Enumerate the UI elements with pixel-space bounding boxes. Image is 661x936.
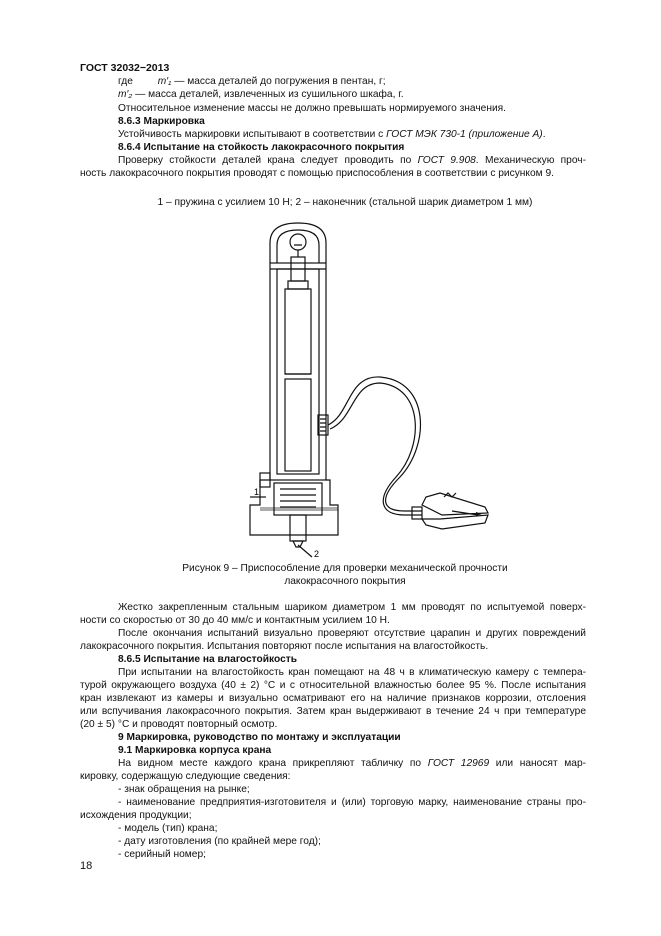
list-item-manufacturer-cont: исхождения продукции; <box>80 810 192 821</box>
base-hatch-shade <box>260 507 338 511</box>
where-word: где <box>118 76 133 87</box>
eye-stem <box>294 245 302 257</box>
symbol-m2: m′₂ <box>118 89 133 100</box>
s863-text-a: Устойчивость маркировки испытывают в соответствии с <box>118 129 387 140</box>
where-line-m2 <box>118 89 404 100</box>
list-item-date: - дату изготовления (по крайней мере год); <box>118 836 321 847</box>
s865-line2: турой окружающего воздуха (40 ± 2) °С и с относительной влажностью более 95 %. После испытания <box>80 680 586 691</box>
s91-line2: кировку, содержащую следующие сведения: <box>80 771 291 782</box>
plunger-collar <box>288 281 308 289</box>
after-figure-p2-line1: После окончания испытаний визуально проверяют отсутствие царапин и других повреждений <box>118 628 586 639</box>
s864-text-b: . Механическую проч- <box>475 155 586 166</box>
tip-holder <box>290 515 306 541</box>
figure-legend: 1 – пружина с усилием 10 Н; 2 – наконечник (стальной шарик диаметром 1 мм) <box>157 197 533 208</box>
top-ring-inner <box>277 230 319 263</box>
s91-line1 <box>80 757 586 770</box>
list-item-manufacturer: - наименование предприятия-изготовителя и (или) торговую марку, наименование страны про- <box>118 797 586 808</box>
cable <box>328 377 422 511</box>
test-fixture-figure <box>230 215 500 560</box>
leader-2 <box>298 545 312 557</box>
body-tube-outer <box>270 263 326 480</box>
figure-caption-line2: лакокрасочного покрытия <box>284 576 406 587</box>
standard-header: ГОСТ 32032−2013 <box>80 62 170 74</box>
s865-line3: кран извлекают из камеры и визуально осматривают его на наличие признаков коррозии, отслоения <box>80 693 586 704</box>
section-9-1-title: 9.1 Маркировка корпуса крана <box>118 745 272 756</box>
clip-ridges <box>320 419 326 431</box>
list-item-market-sign: - знак обращения на рынке; <box>118 784 250 795</box>
inner-cylinder-lower <box>285 379 311 471</box>
inner-cylinder-upper <box>285 289 311 374</box>
section-8-6-5-title: 8.6.5 Испытание на влагостойкость <box>118 654 297 665</box>
list-item-model: - модель (тип) крана; <box>118 823 218 834</box>
section-8-6-4-line2: ность лакокрасочного покрытия проводят с помощью приспособления в соответствии с рисунком 9. <box>80 168 554 179</box>
body-tube-inner <box>277 269 319 474</box>
clip-jaw-lower <box>422 515 488 529</box>
figure-caption-line1: Рисунок 9 – Приспособление для проверки механической прочности <box>182 563 508 574</box>
s865-line5: (20 ± 5) °С и проводят повторный осмотр. <box>80 719 278 730</box>
where-line-m1 <box>118 76 386 87</box>
after-figure-p2-line2: лакокрасочного покрытия. Испытания повторяют после испытания на влагостойкость. <box>80 641 489 652</box>
s91-text-a: На видном месте каждого крана прикрепляют табличку по <box>118 758 428 769</box>
relative-change-paragraph: Относительное изменение массы не должно превышать нормируемого значения. <box>118 103 507 114</box>
figure-label-1: 1 <box>254 487 260 497</box>
after-figure-line2: ности со скоростью от 30 до 40 мм/с и контактным усилием 10 Н. <box>80 615 390 626</box>
section-8-6-4-line1 <box>80 154 586 167</box>
section-9-title: 9 Маркировка, руководство по монтажу и эксплуатации <box>118 732 401 743</box>
section-8-6-4-title: 8.6.4 Испытание на стойкость лакокрасочного покрытия <box>118 142 405 153</box>
ring-eye <box>290 234 306 250</box>
symbol-m1: m′₁ <box>157 76 172 87</box>
figure-label-2: 2 <box>314 549 320 559</box>
list-item-serial: - серийный номер; <box>118 849 206 860</box>
cable-sleeve <box>412 507 422 519</box>
s863-reference: ГОСТ МЭК 730-1 (приложение А) <box>386 129 543 140</box>
definition-m1: — масса деталей до погружения в пентан, г; <box>174 76 386 87</box>
spring-coils <box>280 489 316 507</box>
s863-text-b: . <box>542 129 546 140</box>
s865-line4: или вспучивания лакокрасочного покрытия. Затем кран выдерживают в течение 24 ч при температуре <box>80 706 586 717</box>
section-8-6-3-title: 8.6.3 Маркировка <box>118 116 205 127</box>
s864-text-a: Проверку стойкости деталей крана следует проводить по <box>118 155 418 166</box>
tip-ball <box>293 541 303 547</box>
s91-text-b: или наносят мар- <box>489 758 587 769</box>
cable-inner <box>330 383 422 515</box>
after-figure-line1: Жестко закрепленным стальным шариком диаметром 1 мм проводят по испытуемой поверх- <box>118 602 586 613</box>
s91-reference: ГОСТ 12969 <box>427 758 490 769</box>
page-number: 18 <box>80 860 93 872</box>
section-8-6-3-text <box>118 128 624 141</box>
s865-line1: При испытании на влагостойкость кран помещают на 48 ч в климатическую камеру с темпера- <box>118 667 586 678</box>
s864-reference: ГОСТ 9.908 <box>417 155 476 166</box>
definition-m2: — масса деталей, извлеченных из сушильного шкафа, г. <box>135 89 404 100</box>
